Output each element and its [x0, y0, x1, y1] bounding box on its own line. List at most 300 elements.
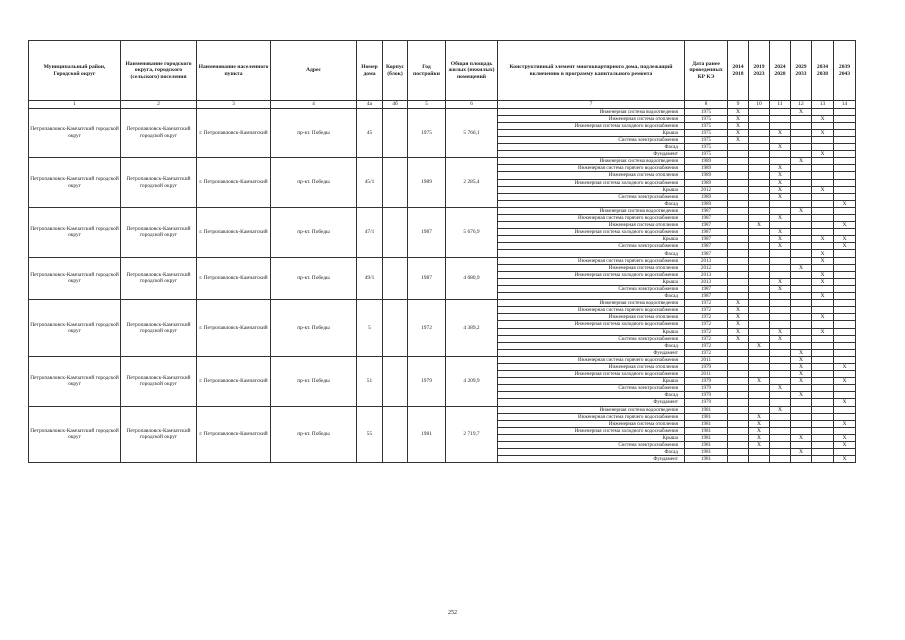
- period-cell: [749, 293, 770, 300]
- column-number: 13: [812, 101, 834, 109]
- period-mark: X: [728, 328, 749, 335]
- previous-repair-year: 1989: [685, 200, 728, 207]
- period-cell: [728, 449, 749, 456]
- period-cell: [770, 314, 791, 321]
- period-cell: [770, 349, 791, 356]
- settlement-cell: Петропавловск-Камчатский городской округ: [121, 207, 197, 257]
- period-mark: X: [834, 222, 856, 229]
- address-cell: пр-кт. Победы: [271, 158, 357, 208]
- previous-repair-year: 1981: [685, 427, 728, 434]
- period-mark: X: [728, 321, 749, 328]
- period-cell: [749, 108, 770, 115]
- period-cell: [834, 335, 856, 342]
- address-cell: пр-кт. Победы: [271, 356, 357, 406]
- header-cell: Номер дома: [357, 41, 383, 101]
- period-mark: X: [812, 293, 834, 300]
- column-number: 8: [685, 101, 728, 109]
- previous-repair-year: 1987: [685, 243, 728, 250]
- settlement-cell: Петропавловск-Камчатский городской округ: [121, 257, 197, 300]
- column-number: 4: [271, 101, 357, 109]
- period-cell: [812, 427, 834, 434]
- period-cell: [770, 300, 791, 307]
- period-cell: [834, 129, 856, 136]
- period-cell: [834, 108, 856, 115]
- period-cell: [791, 293, 812, 300]
- period-cell: [728, 442, 749, 449]
- period-cell: [749, 172, 770, 179]
- period-cell: [728, 172, 749, 179]
- previous-repair-year: 1989: [685, 179, 728, 186]
- structural-element-name: Фундамент: [498, 399, 685, 406]
- district-cell: Петропавловск-Камчатский городской округ: [29, 257, 121, 300]
- period-cell: [770, 413, 791, 420]
- locality-cell: г. Петропавловск-Камчатский: [197, 108, 271, 158]
- period-mark: X: [770, 328, 791, 335]
- block-cell: [383, 356, 408, 406]
- previous-repair-year: 1975: [685, 129, 728, 136]
- period-cell: [749, 264, 770, 271]
- period-cell: [791, 456, 812, 463]
- structural-element-name: Инженерная система водоотведения: [498, 300, 685, 307]
- period-mark: X: [749, 342, 770, 349]
- period-cell: [728, 207, 749, 214]
- period-cell: [791, 193, 812, 200]
- period-cell: [834, 215, 856, 222]
- period-mark: X: [791, 392, 812, 399]
- house-number-cell: 45/1: [357, 158, 383, 208]
- structural-element-name: Инженерная система горячего водоснабжения: [498, 307, 685, 314]
- period-cell: [812, 413, 834, 420]
- period-cell: [812, 378, 834, 385]
- period-cell: [770, 293, 791, 300]
- period-mark: X: [791, 356, 812, 363]
- period-cell: [749, 300, 770, 307]
- period-cell: [834, 413, 856, 420]
- period-cell: [770, 427, 791, 434]
- period-cell: [770, 271, 791, 278]
- structural-element-name: Инженерная система холодного водоснабжения: [498, 122, 685, 129]
- period-mark: X: [812, 129, 834, 136]
- period-mark: X: [770, 186, 791, 193]
- period-cell: [812, 207, 834, 214]
- previous-repair-year: 1972: [685, 314, 728, 321]
- period-mark: X: [834, 420, 856, 427]
- period-cell: [749, 229, 770, 236]
- period-cell: [812, 229, 834, 236]
- structural-element-name: Инженерная система холодного водоснабжения: [498, 179, 685, 186]
- structural-element-name: Крыша: [498, 328, 685, 335]
- period-cell: [791, 115, 812, 122]
- period-mark: X: [812, 271, 834, 278]
- structural-element-name: Крыша: [498, 278, 685, 285]
- period-cell: [791, 328, 812, 335]
- period-cell: [791, 215, 812, 222]
- period-cell: [749, 122, 770, 129]
- period-cell: [812, 399, 834, 406]
- district-cell: Петропавловск-Камчатский городской округ: [29, 158, 121, 208]
- period-cell: [749, 349, 770, 356]
- period-mark: X: [834, 378, 856, 385]
- structural-element-name: Фундамент: [498, 456, 685, 463]
- period-mark: X: [791, 108, 812, 115]
- period-cell: [728, 193, 749, 200]
- structural-element-name: Инженерная система водоотведения: [498, 108, 685, 115]
- period-cell: [749, 129, 770, 136]
- period-cell: [791, 314, 812, 321]
- period-cell: [791, 399, 812, 406]
- locality-cell: г. Петропавловск-Камчатский: [197, 257, 271, 300]
- structural-element-name: Система электроснабжения: [498, 243, 685, 250]
- period-cell: [728, 427, 749, 434]
- period-cell: [749, 215, 770, 222]
- period-mark: X: [728, 129, 749, 136]
- period-cell: [728, 371, 749, 378]
- settlement-cell: Петропавловск-Камчатский городской округ: [121, 108, 197, 158]
- period-cell: [728, 378, 749, 385]
- period-cell: [728, 356, 749, 363]
- period-mark: X: [728, 122, 749, 129]
- period-mark: X: [770, 335, 791, 342]
- period-cell: [834, 250, 856, 257]
- period-mark: X: [728, 335, 749, 342]
- header-cell: Наименование городского округа, городского (сельского) поселения: [121, 41, 197, 101]
- period-mark: X: [770, 406, 791, 413]
- period-cell: [749, 115, 770, 122]
- year-built-cell: 1972: [408, 300, 446, 357]
- period-cell: [770, 257, 791, 264]
- period-cell: [770, 264, 791, 271]
- previous-repair-year: 1972: [685, 328, 728, 335]
- period-cell: [749, 186, 770, 193]
- period-mark: X: [749, 413, 770, 420]
- structural-element-name: Фундамент: [498, 349, 685, 356]
- period-cell: [834, 321, 856, 328]
- column-number: 4б: [383, 101, 408, 109]
- period-cell: [770, 392, 791, 399]
- address-cell: пр-кт. Победы: [271, 207, 357, 257]
- structural-element-name: Инженерная система горячего водоснабжения: [498, 257, 685, 264]
- district-cell: Петропавловск-Камчатский городской округ: [29, 406, 121, 463]
- previous-repair-year: 1972: [685, 321, 728, 328]
- structural-element-name: Инженерная система холодного водоснабжения: [498, 229, 685, 236]
- period-cell: [791, 278, 812, 285]
- period-cell: [791, 335, 812, 342]
- period-cell: [812, 108, 834, 115]
- structural-element-name: Фасад: [498, 449, 685, 456]
- period-cell: [834, 371, 856, 378]
- period-cell: [728, 434, 749, 441]
- address-cell: пр-кт. Победы: [271, 300, 357, 357]
- period-mark: X: [749, 442, 770, 449]
- year-built-cell: 1981: [408, 406, 446, 463]
- structural-element-name: Фасад: [498, 200, 685, 207]
- block-cell: [383, 257, 408, 300]
- period-cell: [791, 229, 812, 236]
- structural-element-name: Фасад: [498, 293, 685, 300]
- period-cell: [812, 342, 834, 349]
- total-area-cell: 2 285,4: [446, 158, 498, 208]
- previous-repair-year: 1979: [685, 378, 728, 385]
- structural-element-name: Крыша: [498, 378, 685, 385]
- period-mark: X: [834, 442, 856, 449]
- period-cell: [749, 271, 770, 278]
- period-cell: [834, 328, 856, 335]
- period-cell: [834, 356, 856, 363]
- period-cell: [770, 420, 791, 427]
- period-mark: X: [812, 115, 834, 122]
- period-mark: X: [834, 399, 856, 406]
- column-number: 1: [29, 101, 121, 109]
- period-mark: X: [749, 427, 770, 434]
- structural-element-name: Система электроснабжения: [498, 136, 685, 143]
- block-cell: [383, 300, 408, 357]
- period-cell: [834, 207, 856, 214]
- structural-element-name: Крыша: [498, 434, 685, 441]
- structural-element-name: Инженерная система холодного водоснабжения: [498, 427, 685, 434]
- period-cell: [770, 250, 791, 257]
- period-mark: X: [812, 278, 834, 285]
- period-cell: [770, 449, 791, 456]
- period-cell: [749, 363, 770, 370]
- period-cell: [791, 122, 812, 129]
- column-number: 4а: [357, 101, 383, 109]
- year-built-cell: 1987: [408, 257, 446, 300]
- period-cell: [812, 144, 834, 151]
- repair-program-table: [28, 40, 856, 463]
- house-number-cell: 47/1: [357, 207, 383, 257]
- period-cell: [770, 371, 791, 378]
- period-mark: X: [812, 328, 834, 335]
- table-row: [29, 207, 856, 214]
- column-number: 12: [791, 101, 812, 109]
- district-cell: Петропавловск-Камчатский городской округ: [29, 207, 121, 257]
- period-cell: [749, 307, 770, 314]
- period-cell: [812, 285, 834, 292]
- period-cell: [791, 136, 812, 143]
- block-cell: [383, 158, 408, 208]
- header-cell: Муниципальный район, Городской округ: [29, 41, 121, 101]
- period-cell: [749, 392, 770, 399]
- period-cell: [812, 222, 834, 229]
- period-cell: [812, 349, 834, 356]
- period-cell: [728, 229, 749, 236]
- period-cell: [770, 108, 791, 115]
- column-number: 5: [408, 101, 446, 109]
- period-cell: [728, 271, 749, 278]
- period-cell: [834, 229, 856, 236]
- structural-element-name: Инженерная система водоотведения: [498, 158, 685, 165]
- structural-element-name: Крыша: [498, 129, 685, 136]
- period-cell: [834, 193, 856, 200]
- period-mark: X: [770, 165, 791, 172]
- period-cell: [728, 278, 749, 285]
- previous-repair-year: 2013: [685, 257, 728, 264]
- period-cell: [728, 285, 749, 292]
- period-cell: [812, 449, 834, 456]
- period-cell: [749, 179, 770, 186]
- structural-element-name: Инженерная система отопления: [498, 115, 685, 122]
- period-mark: X: [770, 172, 791, 179]
- period-cell: [749, 314, 770, 321]
- period-cell: [812, 300, 834, 307]
- previous-repair-year: 1987: [685, 285, 728, 292]
- structural-element-name: Крыша: [498, 236, 685, 243]
- structural-element-name: Система электроснабжения: [498, 335, 685, 342]
- previous-repair-year: 1987: [685, 207, 728, 214]
- previous-repair-year: 1975: [685, 144, 728, 151]
- period-cell: [728, 399, 749, 406]
- period-cell: [770, 434, 791, 441]
- repair-program-table-sheet: [28, 40, 855, 463]
- period-cell: [834, 385, 856, 392]
- table-row: [29, 356, 856, 363]
- period-cell: [791, 342, 812, 349]
- period-cell: [812, 392, 834, 399]
- period-cell: [834, 172, 856, 179]
- period-cell: [834, 264, 856, 271]
- period-cell: [791, 427, 812, 434]
- column-number: 7: [498, 101, 685, 109]
- period-mark: X: [770, 285, 791, 292]
- period-cell: [812, 264, 834, 271]
- period-cell: [749, 193, 770, 200]
- period-cell: [812, 193, 834, 200]
- period-cell: [812, 406, 834, 413]
- period-cell: [728, 392, 749, 399]
- structural-element-name: Инженерная система отопления: [498, 420, 685, 427]
- period-cell: [749, 356, 770, 363]
- period-cell: [791, 151, 812, 158]
- previous-repair-year: 1979: [685, 399, 728, 406]
- block-cell: [383, 108, 408, 158]
- period-cell: [791, 222, 812, 229]
- column-number: 2: [121, 101, 197, 109]
- period-mark: X: [812, 186, 834, 193]
- period-cell: [791, 285, 812, 292]
- period-mark: X: [812, 151, 834, 158]
- period-cell: [834, 257, 856, 264]
- previous-repair-year: 1989: [685, 165, 728, 172]
- total-area-cell: 4 389,2: [446, 300, 498, 357]
- structural-element-name: Система электроснабжения: [498, 442, 685, 449]
- previous-repair-year: 1989: [685, 158, 728, 165]
- block-cell: [383, 406, 408, 463]
- structural-element-name: Инженерная система холодного водоснабжения: [498, 371, 685, 378]
- year-built-cell: 1979: [408, 356, 446, 406]
- period-mark: X: [791, 371, 812, 378]
- period-cell: [812, 136, 834, 143]
- period-cell: [770, 342, 791, 349]
- period-cell: [770, 378, 791, 385]
- total-area-cell: 2 719,7: [446, 406, 498, 463]
- period-cell: [834, 406, 856, 413]
- period-cell: [791, 186, 812, 193]
- period-mark: X: [749, 222, 770, 229]
- locality-cell: г. Петропавловск-Камчатский: [197, 207, 271, 257]
- period-cell: [812, 335, 834, 342]
- period-mark: X: [791, 158, 812, 165]
- previous-repair-year: 2011: [685, 371, 728, 378]
- header-cell: Конструктивный элемент многоквартирного дома, подлежащий включению в программу капитального ремонта: [498, 41, 685, 101]
- previous-repair-year: 1979: [685, 392, 728, 399]
- year-built-cell: 1987: [408, 207, 446, 257]
- previous-repair-year: 1987: [685, 250, 728, 257]
- period-cell: [770, 136, 791, 143]
- period-mark: X: [812, 236, 834, 243]
- column-number: 3: [197, 101, 271, 109]
- period-cell: [791, 236, 812, 243]
- period-cell: [812, 456, 834, 463]
- structural-element-name: Инженерная система горячего водоснабжения: [498, 165, 685, 172]
- period-cell: [812, 200, 834, 207]
- locality-cell: г. Петропавловск-Камчатский: [197, 356, 271, 406]
- period-mark: X: [834, 434, 856, 441]
- period-cell: [812, 158, 834, 165]
- settlement-cell: Петропавловск-Камчатский городской округ: [121, 158, 197, 208]
- year-built-cell: 1989: [408, 158, 446, 208]
- district-cell: Петропавловск-Камчатский городской округ: [29, 356, 121, 406]
- period-mark: X: [791, 264, 812, 271]
- period-mark: X: [770, 278, 791, 285]
- period-cell: [728, 179, 749, 186]
- period-cell: [728, 236, 749, 243]
- period-cell: [749, 158, 770, 165]
- structural-element-name: Инженерная система горячего водоснабжения: [498, 215, 685, 222]
- previous-repair-year: 1981: [685, 442, 728, 449]
- district-cell: Петропавловск-Камчатский городской округ: [29, 300, 121, 357]
- period-mark: X: [834, 456, 856, 463]
- table-row: [29, 158, 856, 165]
- house-number-cell: 55: [357, 406, 383, 463]
- period-cell: [770, 363, 791, 370]
- period-cell: [812, 165, 834, 172]
- previous-repair-year: 1972: [685, 300, 728, 307]
- header-cell: Адрес: [271, 41, 357, 101]
- settlement-cell: Петропавловск-Камчатский городской округ: [121, 300, 197, 357]
- settlement-cell: Петропавловск-Камчатский городской округ: [121, 406, 197, 463]
- period-cell: [834, 300, 856, 307]
- period-cell: [791, 413, 812, 420]
- header-cell: Дата ранее проведенных КР КЭ: [685, 41, 728, 101]
- column-number-row: [29, 101, 856, 109]
- period-cell: [728, 243, 749, 250]
- period-cell: [791, 307, 812, 314]
- period-cell: [812, 215, 834, 222]
- column-number: 9: [728, 101, 749, 109]
- period-mark: X: [834, 200, 856, 207]
- period-cell: [834, 293, 856, 300]
- period-cell: [749, 371, 770, 378]
- previous-repair-year: 1989: [685, 172, 728, 179]
- period-mark: X: [770, 243, 791, 250]
- period-cell: [728, 406, 749, 413]
- period-mark: X: [728, 115, 749, 122]
- period-cell: [834, 144, 856, 151]
- structural-element-name: Фасад: [498, 144, 685, 151]
- year-built-cell: 1975: [408, 108, 446, 158]
- previous-repair-year: 1972: [685, 335, 728, 342]
- period-cell: [834, 342, 856, 349]
- previous-repair-year: 1987: [685, 229, 728, 236]
- period-cell: [770, 321, 791, 328]
- period-cell: [791, 406, 812, 413]
- previous-repair-year: 2012: [685, 264, 728, 271]
- header-cell: 2024 2028: [770, 41, 791, 101]
- previous-repair-year: 1975: [685, 115, 728, 122]
- period-mark: X: [834, 236, 856, 243]
- table-row: [29, 108, 856, 115]
- period-cell: [770, 399, 791, 406]
